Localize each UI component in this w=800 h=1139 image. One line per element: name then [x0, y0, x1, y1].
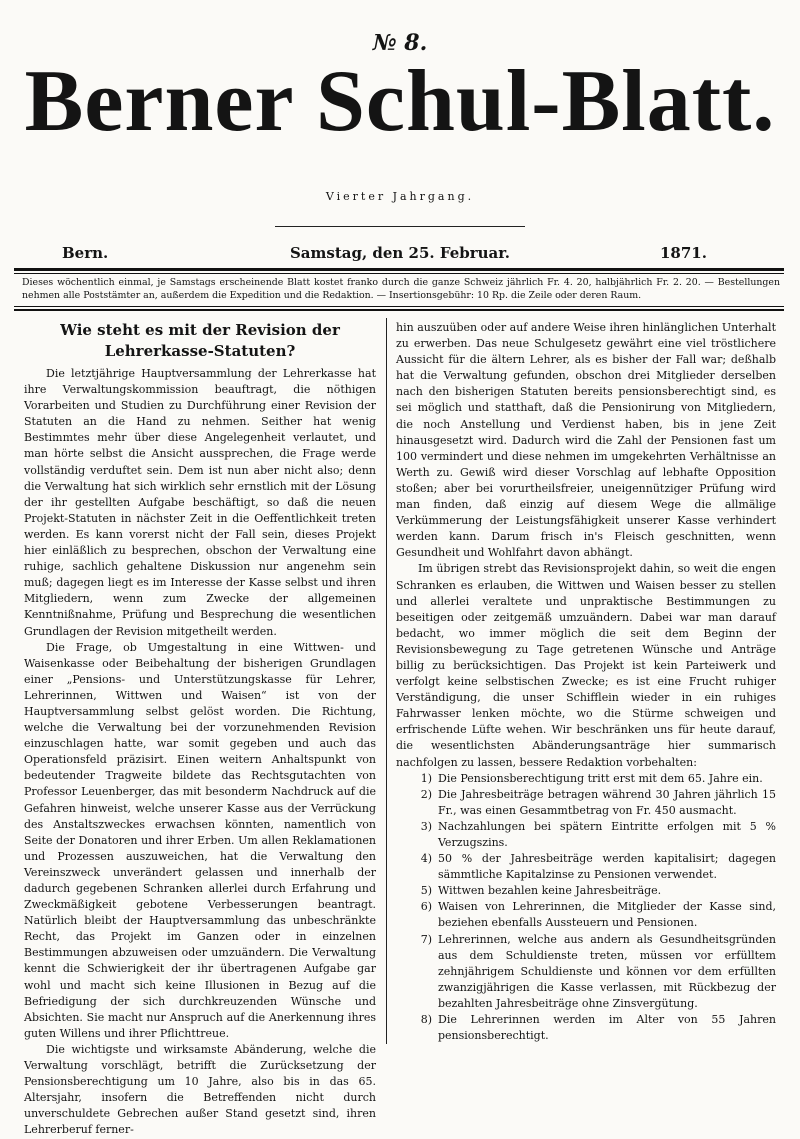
list-number: 7)	[420, 932, 432, 946]
article-paragraph: Die wichtigste und wirksamste Abänderung, welche die Verwaltung vorschlägt, betrifft die Zurücksetzung der Pensionsberechtigung um 10 Jahre, also bis in das 65. Altersjahr, insofern die Betreffenden nicht durch unverschuldete Gebrechen außer Stand gesetzt sind, ihren Lehrerberuf ferner-	[24, 1042, 376, 1137]
list-number: 8)	[420, 1013, 432, 1027]
list-number: 5)	[420, 884, 432, 898]
divider	[14, 273, 784, 274]
dateline-year: 1871.	[660, 244, 707, 262]
list-text: Wittwen bezahlen keine Jahresbeiträge.	[438, 884, 662, 898]
list-text: Lehrerinnen, welche aus andern als Gesundheitsgründen aus dem Schuldienste treten, müssen vor erfülltem zehnjährigem Schuldienste und können vor dem erfüllten zwanzigjährigen die Kasse verlassen, mit Rückbezug der bezahlten Jahresbeiträge ohne Zinsvergütung.	[438, 932, 776, 1010]
list-number: 3)	[420, 819, 432, 833]
article-paragraph: Im übrigen strebt das Revisionsprojekt dahin, so weit die engen Schranken es erlauben, die Wittwen und Waisen besser zu stellen und allerlei veraltete und unpraktische Bestimmungen zu beseitigen oder zeitgemäß umzuändern. Dabei war man darauf bedacht, wo immer möglich die seit dem Beginn der Revisionsbewegung zu Tage getretenen Wünsche und Anträge billig zu berücksichtigen. Das Projekt ist kein Parteiwerk und verfolgt keine selbstischen Zwecke; es ist eine Frucht ruhiger Verständigung, die unser Schifflein wieder in ein ruhiges Fahrwasser lenken möchte, wo die Stürme schweigen und erfrischende Lüfte wehen. Wir beschränken uns für heute darauf, die wesentlichsten Abänderungsanträge hier summarisch nachfolgen zu lassen, bessere Redaktion vorbehalten:	[396, 562, 776, 769]
masthead-title: Berner Schul-Blatt.	[24, 53, 776, 150]
article-headline: Wie steht es mit der Revision der Lehrerkasse-Statuten?	[60, 321, 340, 360]
list-item	[396, 819, 776, 851]
list-item	[396, 787, 776, 819]
issue-number: № 8.	[372, 30, 428, 56]
list-text: Waisen von Lehrerinnen, die Mitglieder der Kasse sind, beziehen ebenfalls Aussteuern und Pensionen.	[438, 900, 776, 930]
list-item	[396, 771, 776, 787]
list-item	[396, 1012, 776, 1044]
list-number: 2)	[420, 787, 432, 801]
list-number: 4)	[420, 852, 432, 866]
article-paragraph: hin auszuüben oder auf andere Weise ihren hinlänglichen Unterhalt zu erwerben. Das neue Schulgesetz gewährt eine viel tröstlichere Aussicht für die ältern Lehrer, als es bisher der Fall war; deßhalb hat die Verwaltung gefunden, obschon drei Mitglieder derselben nach den bisherigen Statuten bereits pensionsberechtigt sind, es sei möglich und statthaft, daß die Pensionirung von Mitgliedern, die noch Anstellung und Verdienst haben, bis in jene Zeit hinausgesetzt wird. Dadurch wird die Zahl der Pensionen fast um 100 vermindert und diese nehmen im umgekehrten Verhältnisse an Werth zu. Gewiß wird dieser Vorschlag auf lebhafte Opposition stoßen; aber bei vorurtheilsfreier, uneigennütziger Prüfung wird man finden, daß einzig auf diesem Wege die allmälige Verkümmerung der Leistungsfähigkeit unserer Kasse verhindert werden kann. Darum frisch in's Fleisch geschnitten, wenn Gesundheit und Wohlfahrt davon abhängt.	[396, 321, 776, 560]
list-item	[396, 899, 776, 931]
column-divider	[386, 318, 387, 1044]
list-item	[396, 851, 776, 883]
dateline-date: Samstag, den 25. Februar.	[289, 244, 511, 262]
left-column	[24, 320, 376, 1139]
subscription-notice: Dieses wöchentlich einmal, je Samstags erscheinende Blatt kostet franko durch die ganze Schweiz jährlich Fr. 4. 20, halbjährlich Fr. 2. 20. — Bestellungen nehmen alle Poststämter an, außerdem die Expedition und die Redaktion. — Insertionsgebühr: 10 Rp. die Zeile oder deren Raum.	[22, 277, 780, 301]
list-number: 1)	[420, 771, 432, 785]
list-number: 6)	[420, 900, 432, 914]
dateline-place: Bern.	[62, 244, 109, 262]
amendment-list	[396, 771, 776, 1045]
article-paragraph: Die Frage, ob Umgestaltung in eine Wittwen- und Waisenkasse oder Beibehaltung der bisherigen Grundlagen einer „Pensions- und Unterstützungskasse für Lehrer, Lehrerinnen, Wittwen und Waisen“ ist von der Hauptversammlung selbst gelöst worden. Die Richtung, welche die Verwaltung bei der vorzunehmenden Revision einzuschlagen hatte, war somit gegeben und auch das Operationsfeld präzisirt. Einen weitern Anhaltspunkt von bedeutender Tragweite bildete das Rechtsgutachten von Professor Leuenberger, das mit besonderm Nachdruck auf die Gefahren hinweist, welche unserer Kasse aus der Verrückung des Anstaltszweckes erwachsen könnten, namentlich von Seite der Donatoren und ihrer Erben. Um allen Reklamationen und Prozessen auszuweichen, hat die Verwaltung den Vereinszweck unverändert gelassen und innerhalb der dadurch gegebenen Schranken allerlei durch Erfahrung und Zweckmäßigkeit gebotene Verbesserungen beantragt. Natürlich bleibt der Hauptversammlung das unbeschränkte Recht, das Projekt im Ganzen oder in einzelnen Bestimmungen abzuweisen oder umzuändern. Die Verwaltung kennt die Schwierigkeit der ihr übertragenen Aufgabe gar wohl und macht sich keine Illusionen in Bezug auf die Befriedigung der sich durchkreuzenden Wünsche und Absichten. Sie macht nur Anspruch auf die Anerkennung ihres guten Willens und ihrer Pflichttreue.	[24, 640, 376, 1040]
list-text: Nachzahlungen bei spätern Eintritte erfolgen mit 5 % Verzugszins.	[438, 819, 776, 849]
list-text: 50 % der Jahresbeiträge werden kapitalisirt; dagegen sämmtliche Kapitalzinse zu Pensionen verwendet.	[438, 852, 776, 882]
divider	[275, 226, 525, 227]
right-column	[396, 320, 776, 1044]
list-text: Die Jahresbeiträge betragen während 30 Jahren jährlich 15 Fr., was einen Gesammtbetrag von Fr. 450 ausmacht.	[438, 787, 776, 817]
article-paragraph: Die letztjährige Hauptversammlung der Lehrerkasse hat ihre Verwaltungskommission beauftragt, die nöthigen Vorarbeiten und Studien zu Durchführung einer Revision der Statuten an die Hand zu nehmen. Seither hat wenig Bestimmtes mehr über diese Angelegenheit verlautet, und man hörte selbst die Ansicht aussprechen, die Frage werde vollständig verduftet sein. Dem ist nun aber nicht also; denn die Verwaltung hat sich wirklich sehr ernstlich mit der Lösung der ihr gestellten Aufgabe beschäftigt, so daß die neuen Projekt-Statuten in nächster Zeit in die Oeffentlichkeit treten werden. Es kann vorerst nicht der Fall sein, dieses Projekt hier einläßlich zu besprechen, obschon der Verwaltung eine ruhige, sachlich gehaltene Diskussion nur angenehm sein muß; dagegen liegt es im Interesse der Kasse selbst und ihren Mitgliedern, wenn zum Zwecke der allgemeinen Kenntnißnahme, Prüfung und Besprechung die wesentlichen Grundlagen der Revision mitgetheilt werden.	[24, 367, 376, 638]
divider	[14, 309, 784, 311]
volume-label: Vierter Jahrgang.	[325, 190, 475, 203]
list-text: Die Pensionsberechtigung tritt erst mit dem 65. Jahre ein.	[438, 771, 763, 785]
divider	[14, 268, 784, 271]
list-item	[396, 932, 776, 1012]
list-item	[396, 883, 776, 899]
list-text: Die Lehrerinnen werden im Alter von 55 Jahren pensionsberechtigt.	[438, 1013, 776, 1043]
divider	[14, 306, 784, 307]
